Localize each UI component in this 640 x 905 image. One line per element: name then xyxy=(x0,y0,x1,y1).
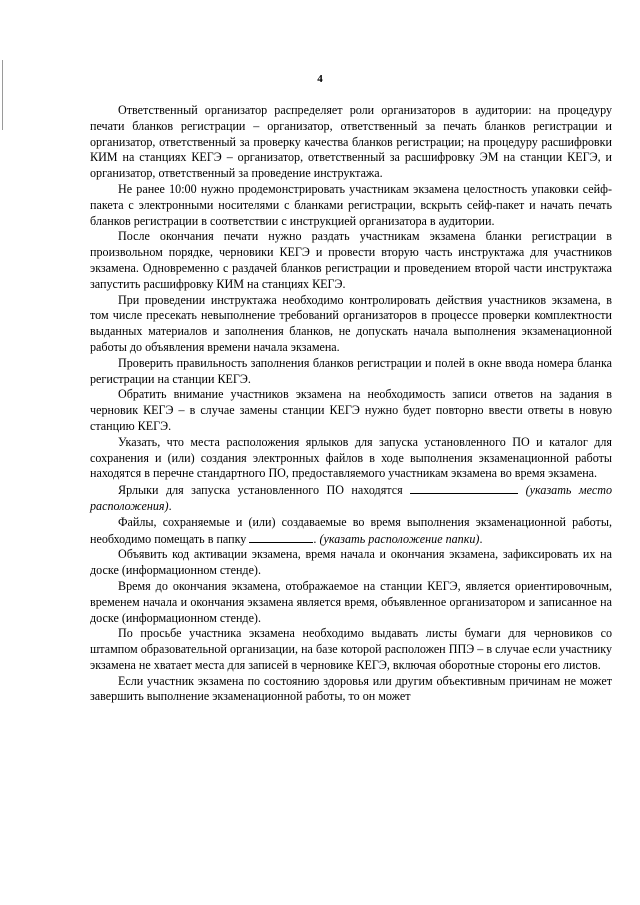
paragraph-safe-bag: Не ранее 10:00 нужно продемонстрировать участникам экзамена целостность упаковки сейф-пакета с электронными носителями с бланками регистрации, вскрыть сейф-пакет и начать печать бланков регистрации в соответствии с инструкцией организатора в аудитории. xyxy=(90,181,612,228)
paragraph-distribution: После окончания печати нужно раздать участникам экзамена бланки регистрации в произвольном порядке, черновики КЕГЭ и провести вторую часть инструктажа для участников экзамена. Одновременно с раздачей бланков регистрации и проведением второй части инструктажа запустить расшифровку КИМ на станциях КЕГЭ. xyxy=(90,229,612,291)
document-body xyxy=(90,103,612,705)
paragraph-activation-code: Объявить код активации экзамена, время начала и окончания экзамена, зафиксировать их на доске (информационном стенде). xyxy=(90,547,612,578)
paragraph-software-locations: Указать, что места расположения ярлыков для запуска установленного ПО и каталог для сохранения и (или) создания электронных файлов в ходе выполнения экзаменационной работы находятся в перечне стандартного ПО, предоставляемого участникам экзамена во время экзамена. xyxy=(90,434,612,481)
paragraph-draft-answers: Обратить внимание участников экзамена на необходимость записи ответов на задания в черновик КЕГЭ – в случае замены станции КЕГЭ нужно будет повторно ввести ответы в новую станцию КЕГЭ. xyxy=(90,387,612,433)
shortcuts-period: . xyxy=(168,498,172,513)
folder-period: . xyxy=(479,531,483,546)
paragraph-shortcuts xyxy=(90,482,612,515)
paragraph-check-forms: Проверить правильность заполнения бланков регистрации и полей в окне ввода номера бланка регистрации на станции КЕГЭ. xyxy=(90,355,612,386)
folder-hint: (указать расположение папки) xyxy=(319,531,480,546)
paragraph-paper-sheets: По просьбе участника экзамена необходимо выдавать листы бумаги для черновиков со штампом образовательной организации, на базе которой расположен ППЭ – в случае если участнику экзамена не хватает места для записей в черновике КЕГЭ, включая оборотные стороны его листов. xyxy=(90,626,612,672)
folder-text: Файлы, сохраняемые и (или) создаваемые во время выполнения экзаменационной работы, необходимо помещать в папку xyxy=(90,514,612,546)
folder-mid: . xyxy=(313,531,317,546)
shortcuts-text: Ярлыки для запуска установленного ПО находятся xyxy=(118,483,403,498)
paragraph-folder xyxy=(90,515,612,548)
paragraph-briefing-control: При проведении инструктажа необходимо контролировать действия участников экзамена, в том числе пресекать невыполнение требований организаторов в процессе проверки комплектности выданных материалов и заполнения бланков, не допускать начала выполнения экзаменационной работы до объявления времени начала экзамена. xyxy=(90,292,612,354)
shortcuts-hint: (указать место расположения) xyxy=(90,483,613,513)
paragraph-exam-time: Время до окончания экзамена, отображаемое на станции КЕГЭ, является ориентировочным, временем начала и окончания экзамена является время, объявленное организатором и записанное на доске (информационном стенде). xyxy=(90,578,612,625)
paragraph-roles: Ответственный организатор распределяет роли организаторов в аудитории: на процедуру печати бланков регистрации – организатор, ответственный за печать бланков регистрации и организатор, ответственный за проверку качества бланков регистрации; на процедуру расшифровки КИМ на станциях КЕГЭ – организатор, ответственный за расшифровку ЭМ на станции КЕГЭ, и организатор, ответственный за проведение инструктажа. xyxy=(90,103,612,181)
page-number: 4 xyxy=(317,73,323,85)
paragraph-health: Если участник экзамена по состоянию здоровья или другим объективным причинам не может завершить выполнение экзаменационной работы, то он может xyxy=(90,673,612,704)
shortcuts-blank xyxy=(410,482,518,494)
scan-edge-line xyxy=(2,60,3,130)
folder-blank xyxy=(249,531,313,543)
